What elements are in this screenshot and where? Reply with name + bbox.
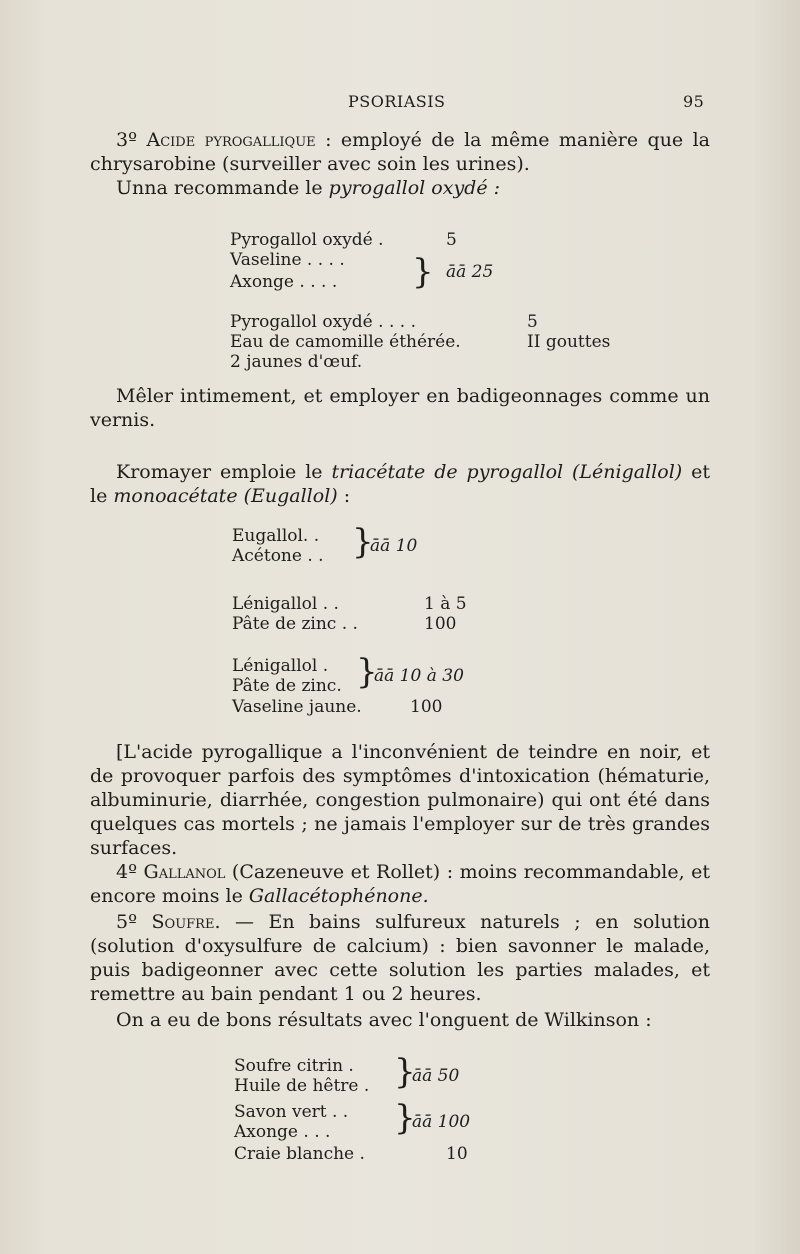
formula-qty: āā 10 xyxy=(370,536,418,556)
item-heading: Acide pyrogallique xyxy=(146,129,316,151)
paragraph-text: : xyxy=(343,485,351,507)
paragraph-text: : employé de la même manière que la chrysarobine (surveiller avec soin les urines). xyxy=(90,129,711,175)
formula-qty: āā 100 xyxy=(412,1112,471,1132)
italic-term: pyrogallol oxydé : xyxy=(328,177,501,199)
formula-line: 2 jaunes d'œuf. xyxy=(230,352,363,372)
item-number: 5º xyxy=(116,911,138,933)
formula-line: Pâte de zinc . . xyxy=(232,614,358,634)
paragraph-text: [L'acide pyrogallique a l'inconvénient de teindre en noir, et de provoquer parfois des symptômes d'intoxication (hématurie, albuminurie, diarrhée, congestion pulmonaire) qui ont été dans quelques cas mortels ; ne jamais l'employer sur de très grandes surfaces. xyxy=(90,741,710,859)
formula-line: Eugallol. . xyxy=(232,526,320,546)
paragraph-kromayer xyxy=(90,460,710,508)
paragraph-text: Kromayer emploie le xyxy=(116,461,323,483)
italic-term: triacétate de pyrogallol (Lénigallol) xyxy=(331,461,683,483)
item-heading: Gallanol xyxy=(143,861,226,883)
formula-qty: āā 25 xyxy=(446,262,494,282)
item-number: 4º xyxy=(116,861,138,883)
formula-line: Axonge . . . xyxy=(234,1122,331,1142)
paragraph-text: Mêler intimement, et employer en badigeonnages comme un vernis. xyxy=(90,385,710,431)
paragraph-gallanol xyxy=(90,860,710,908)
formula-line: Lénigallol . xyxy=(232,656,329,676)
formula-line: Pâte de zinc. xyxy=(232,676,342,696)
paragraph-acide-pyrogallique xyxy=(90,128,710,176)
paragraph-warning xyxy=(90,740,710,860)
formula-line: Savon vert . . xyxy=(234,1102,349,1122)
italic-term: monoacétate (Eugallol) xyxy=(113,485,338,507)
formula-qty: 100 xyxy=(410,697,443,717)
formula-line: Lénigallol . . xyxy=(232,594,339,614)
paragraph-wilkinson xyxy=(90,1008,710,1032)
formula-qty: āā 10 à 30 xyxy=(374,666,464,686)
formula-line: Soufre citrin . xyxy=(234,1056,354,1076)
formula-qty: II gouttes xyxy=(527,332,611,352)
paragraph-meler xyxy=(90,384,710,432)
formula-qty: āā 50 xyxy=(412,1066,460,1086)
formula-line: Huile de hêtre . xyxy=(234,1076,370,1096)
formula-line: Axonge . . . . xyxy=(230,272,338,292)
paragraph-text: (Cazeneuve et Rollet) : moins recommandable, et encore moins le xyxy=(90,861,710,907)
formula-line: Vaseline jaune. xyxy=(232,697,362,717)
formula-line: Acétone . . xyxy=(232,546,324,566)
formula-line: Eau de camomille éthérée. xyxy=(230,332,461,352)
paragraph-text: Unna recommande le xyxy=(116,177,323,199)
page-number: 95 xyxy=(683,92,705,111)
formula-qty: 5 xyxy=(446,230,457,250)
paragraph-text: et le xyxy=(90,461,710,507)
brace-glyph: } xyxy=(352,522,374,562)
item-number: 3º xyxy=(116,129,138,151)
formula-qty: 10 xyxy=(446,1144,468,1164)
formula-qty: 100 xyxy=(424,614,457,634)
formula-line: Craie blanche . xyxy=(234,1144,365,1164)
item-heading: Soufre. xyxy=(151,911,221,933)
formula-qty: 5 xyxy=(527,312,538,332)
italic-term: Gallacétophénone. xyxy=(248,885,429,907)
formula-line: Vaseline . . . . xyxy=(230,250,345,270)
brace-glyph: } xyxy=(394,1052,416,1092)
formula-line: Pyrogallol oxydé . xyxy=(230,230,384,250)
paragraph-text: On a eu de bons résultats avec l'onguent de Wilkinson : xyxy=(116,1009,652,1031)
formula-line: Pyrogallol oxydé . . . . xyxy=(230,312,416,332)
running-header: PSORIASIS xyxy=(348,92,446,111)
paragraph-soufre xyxy=(90,910,710,1006)
brace-glyph: } xyxy=(412,252,434,292)
paragraph-unna xyxy=(90,176,710,200)
paragraph-text: — En bains sulfureux naturels ; en solution (solution d'oxysulfure de calcium) : bien savonner le malade, puis badigeonner avec cette solution les parties malades, et remettre au bain pendant 1 ou 2 heures. xyxy=(90,911,710,1005)
formula-qty: 1 à 5 xyxy=(424,594,467,614)
brace-glyph: } xyxy=(356,652,378,692)
brace-glyph: } xyxy=(394,1098,416,1138)
